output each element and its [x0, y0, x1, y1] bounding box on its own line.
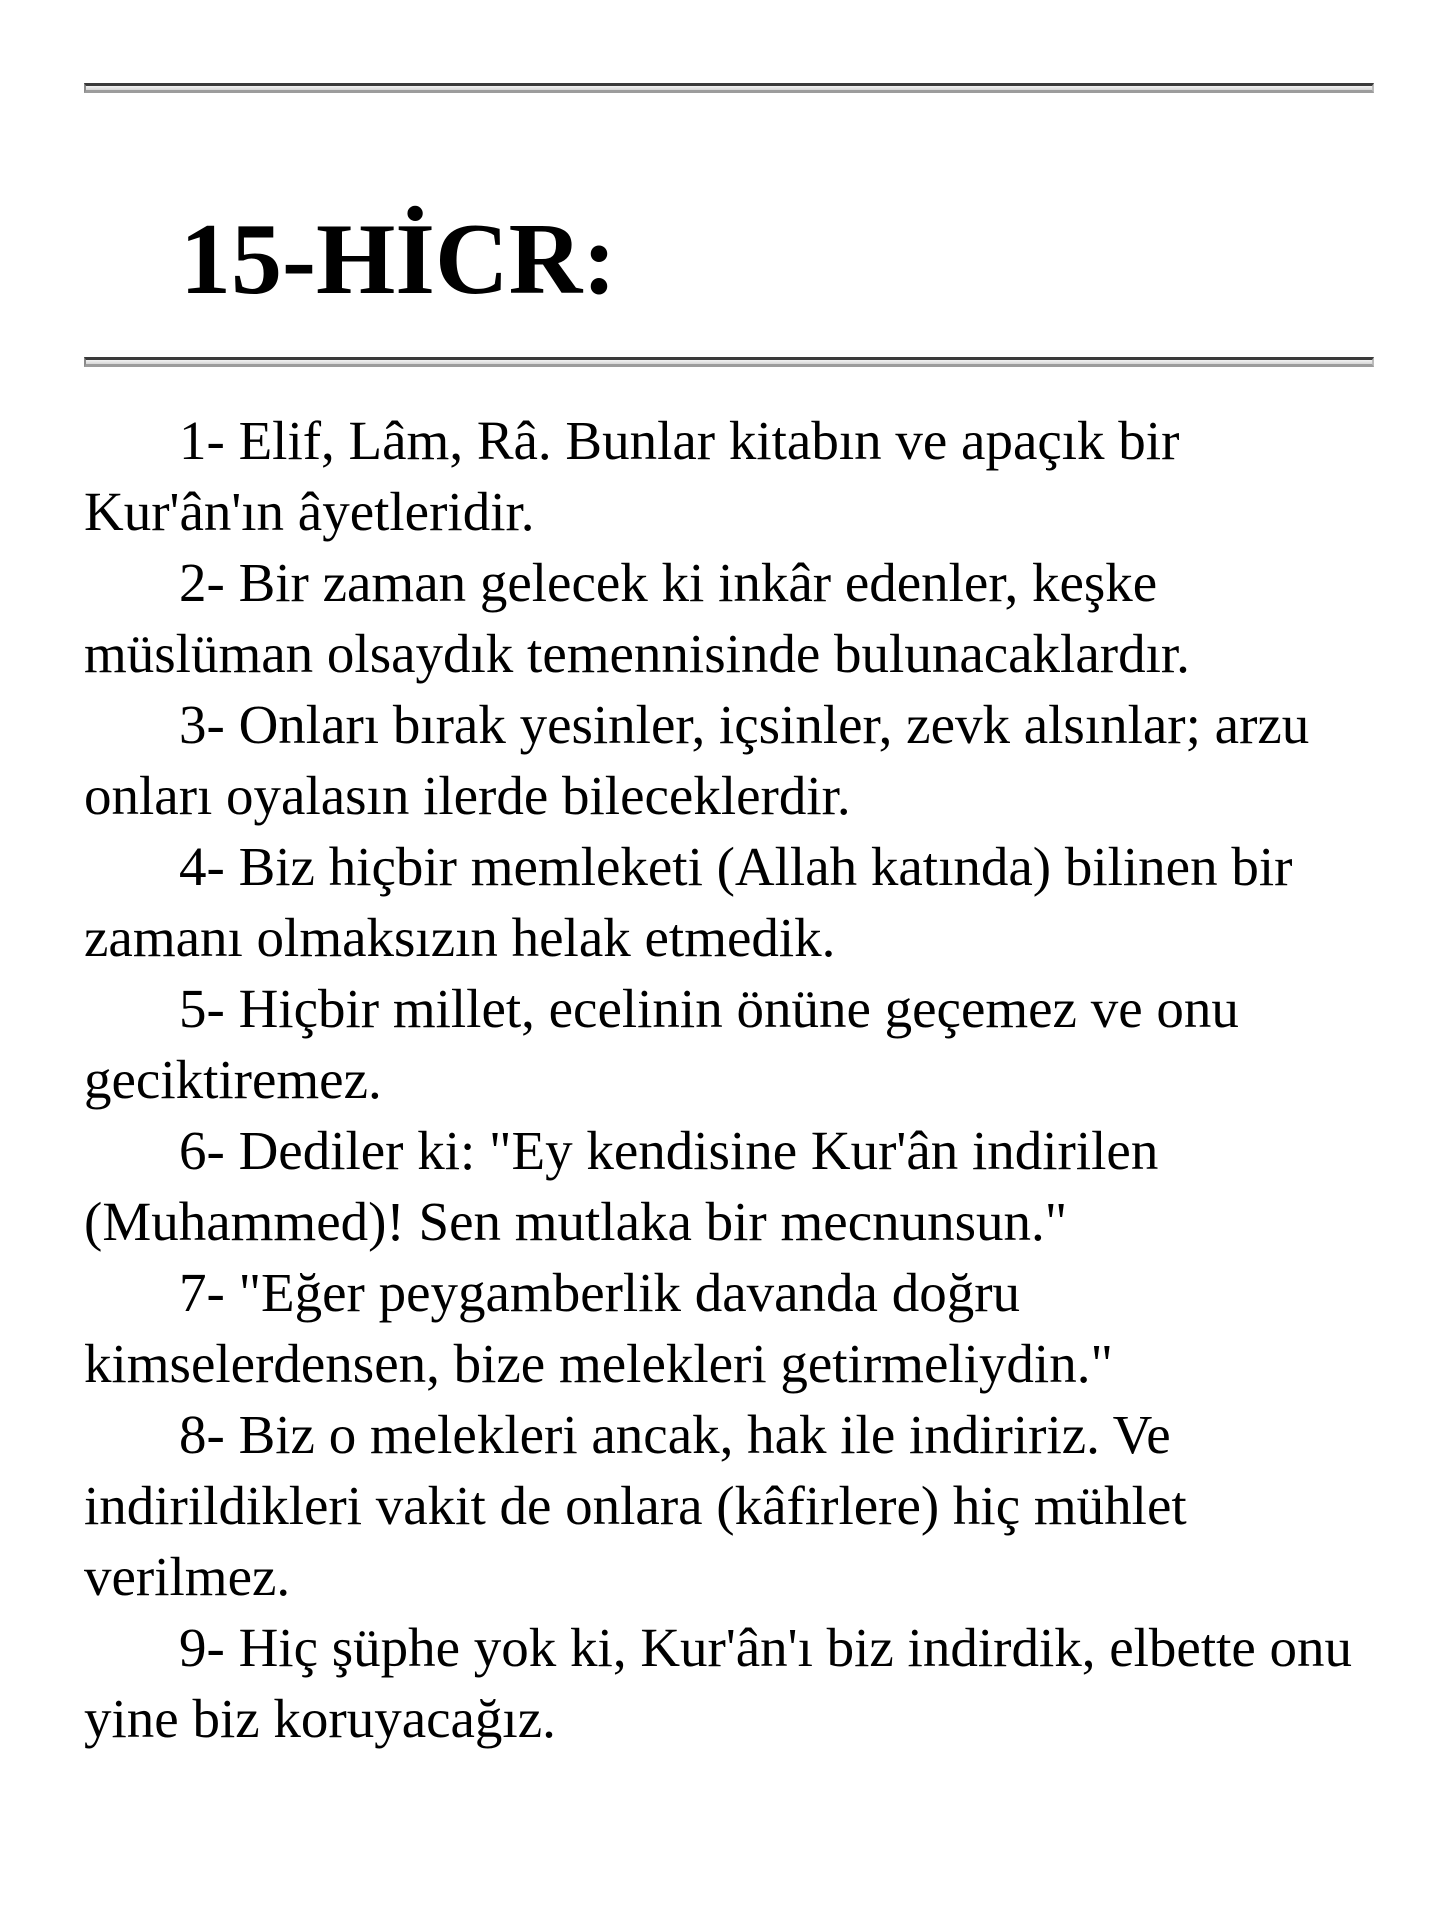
- verse-6: 6- Dediler ki: "Ey kendisine Kur'ân indirilen (Muhammed)! Sen mutlaka bir mecnunsun.": [84, 1120, 1159, 1252]
- verse-3: 3- Onları bırak yesinler, içsinler, zevk alsınlar; arzu onları oyalasın ilerde bileceklerdir.: [84, 694, 1310, 826]
- top-divider: [84, 83, 1374, 93]
- verse-list: [84, 405, 1384, 1754]
- chapter-title: 15-HİCR:: [180, 203, 617, 316]
- verse-8: 8- Biz o melekleri ancak, hak ile indiririz. Ve indirildikleri vakit de onlara (kâfirlere) hiç mühlet verilmez.: [84, 1404, 1187, 1607]
- verse-9: 9- Hiç şüphe yok ki, Kur'ân'ı biz indirdik, elbette onu yine biz koruyacağız.: [84, 1617, 1353, 1749]
- verse-1: 1- Elif, Lâm, Râ. Bunlar kitabın ve apaçık bir Kur'ân'ın âyetleridir.: [84, 410, 1180, 542]
- title-divider: [84, 357, 1374, 367]
- verse-2: 2- Bir zaman gelecek ki inkâr edenler, keşke müslüman olsaydık temennisinde bulunacaklardır.: [84, 552, 1190, 684]
- verse-5: 5- Hiçbir millet, ecelinin önüne geçemez ve onu geciktiremez.: [84, 978, 1239, 1110]
- verse-7: 7- "Eğer peygamberlik davanda doğru kimselerdensen, bize melekleri getirmeliydin.": [84, 1262, 1113, 1394]
- verse-4: 4- Biz hiçbir memleketi (Allah katında) bilinen bir zamanı olmaksızın helak etmedik.: [84, 836, 1293, 968]
